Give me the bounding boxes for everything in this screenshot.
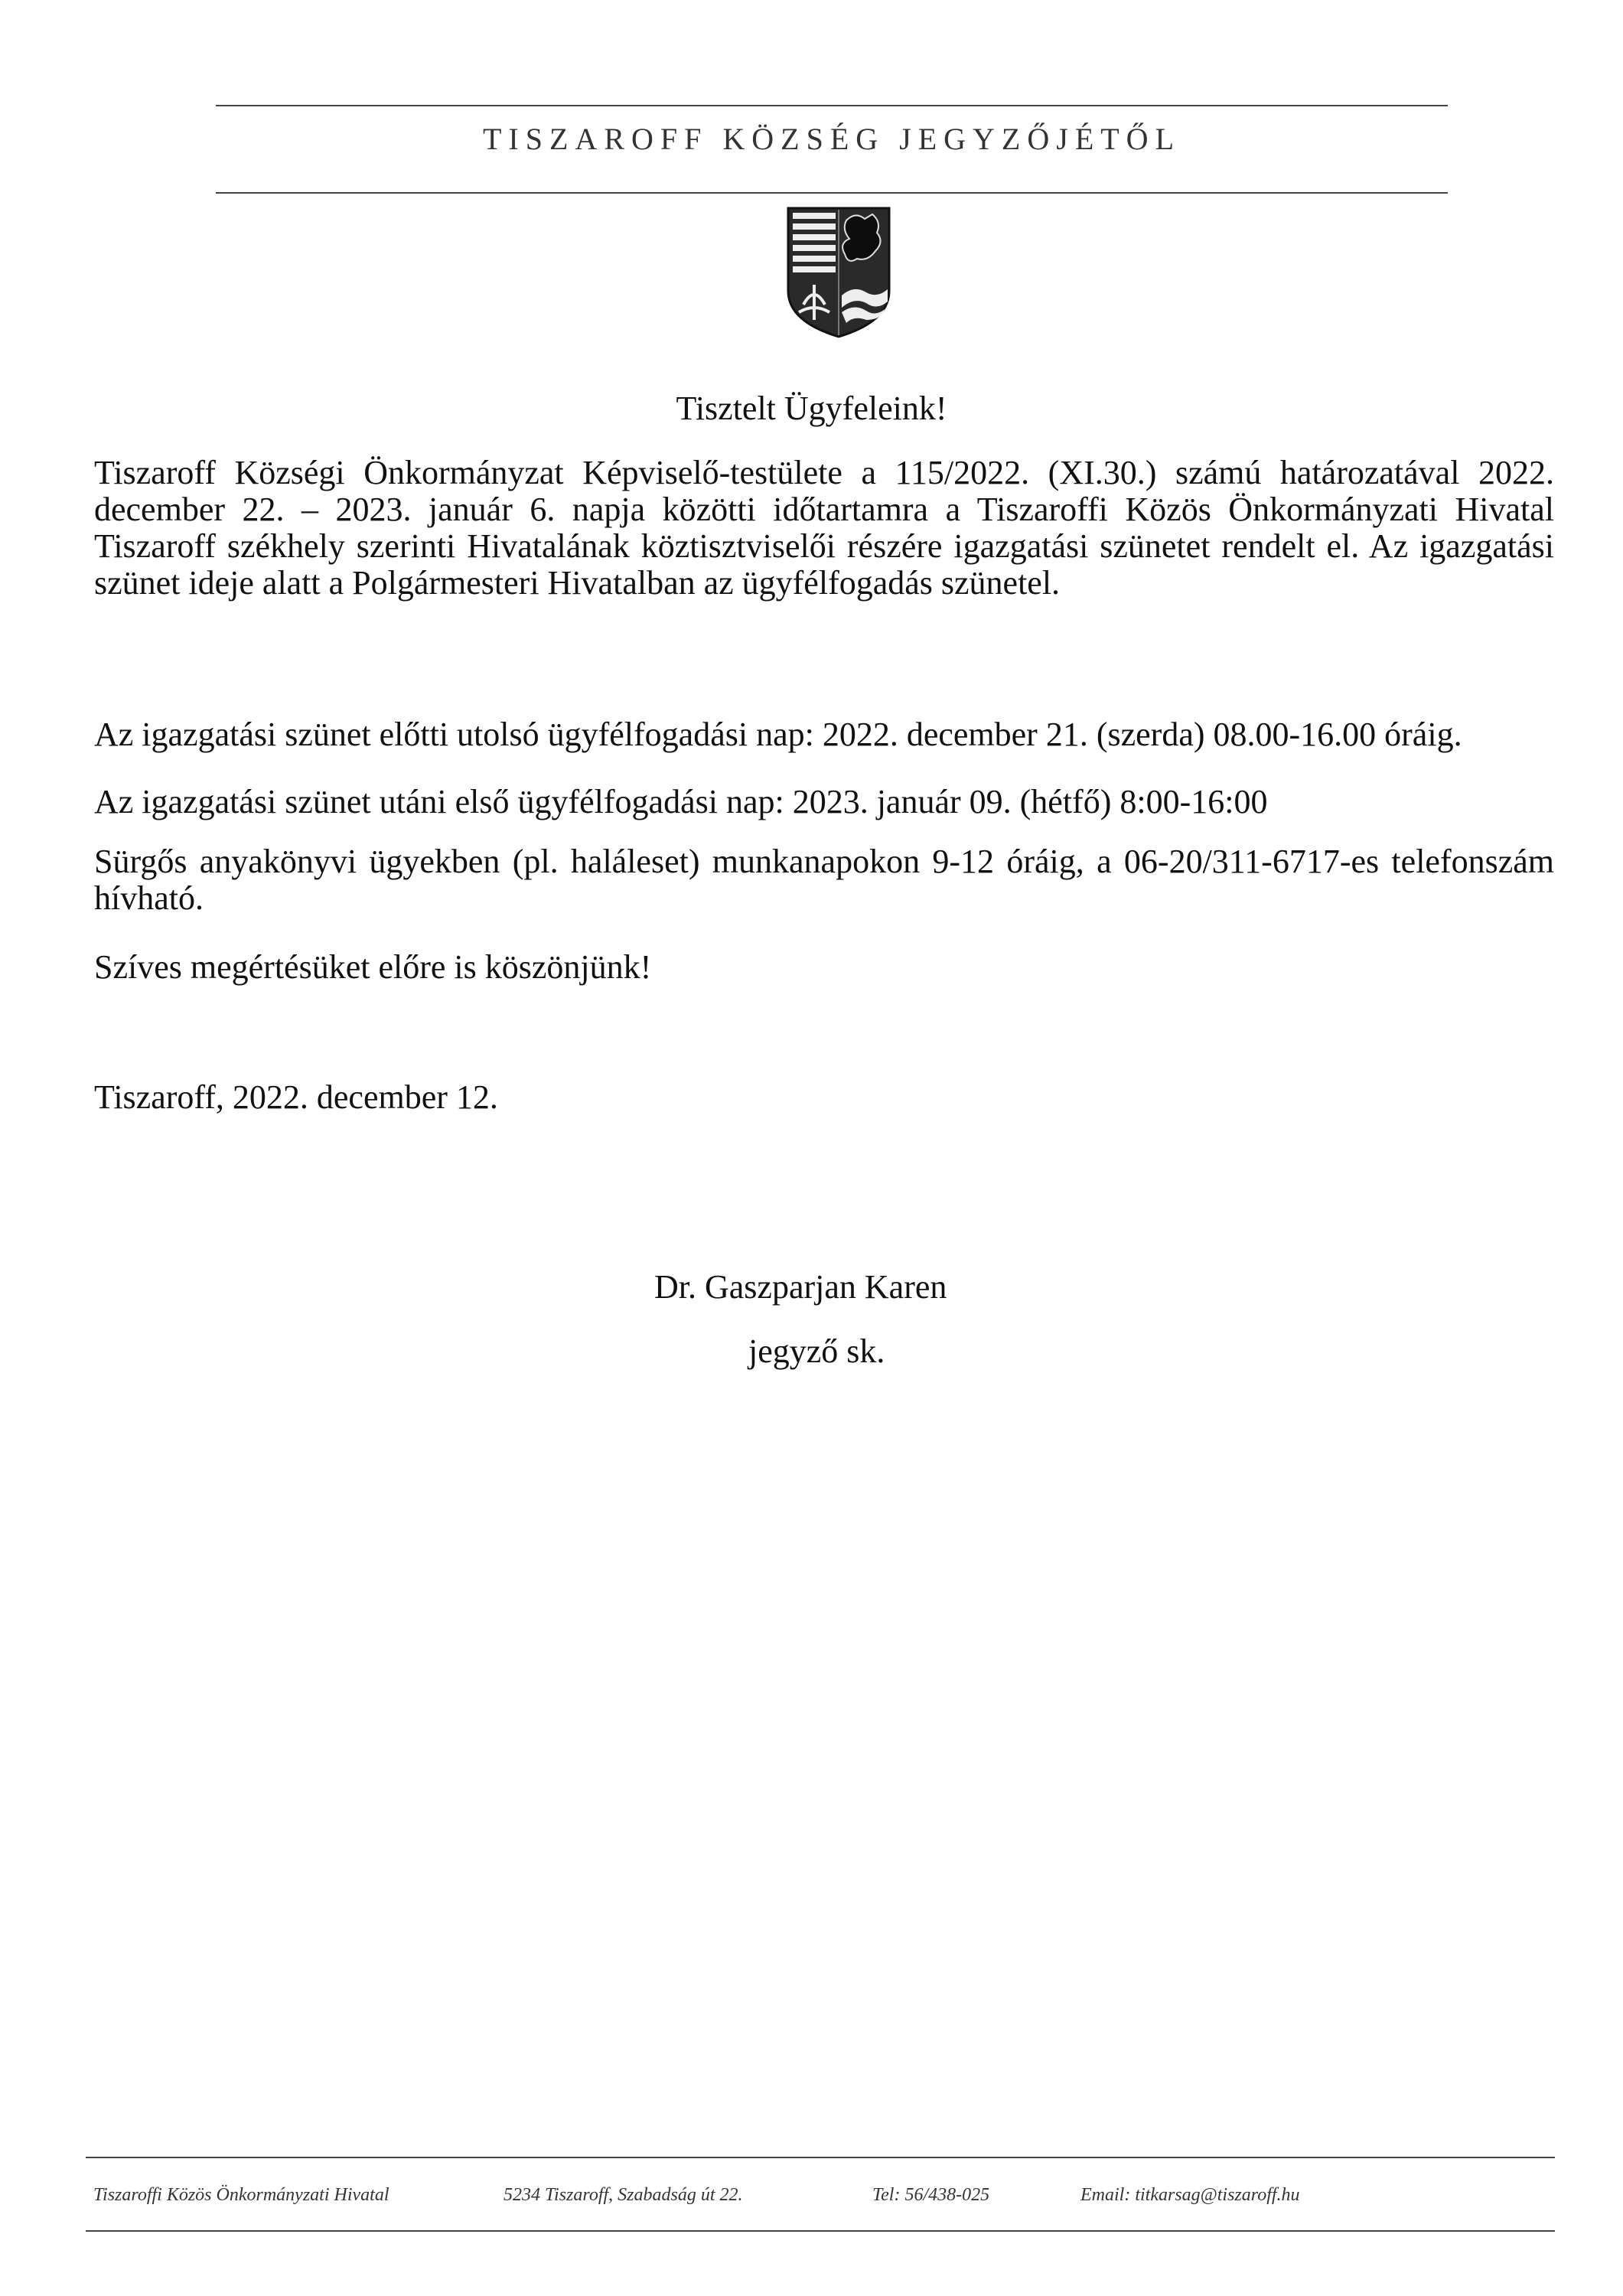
masthead: TISZAROFF KÖZSÉG JEGYZŐJÉTŐL [483,122,1181,156]
signature-name: Dr. Gaszparjan Karen [654,1268,947,1306]
body-paragraph: Sürgős anyakönyvi ügyekben (pl. haláleset) munkanapokon 9-12 óráig, a 06-20/311-6717-es telefonszám hívható. [94,843,1554,917]
coat-of-arms-icon [785,205,892,340]
body-paragraph: Az igazgatási szünet előtti utolsó ügyfélfogadási nap: 2022. december 21. (szerda) 08.00-16.00 óráig. [94,716,1462,753]
dateline: Tiszaroff, 2022. december 12. [94,1078,498,1116]
footer-rule-top [86,2157,1555,2158]
body-paragraph: Szíves megértésüket előre is köszönjünk! [94,948,652,986]
footer-phone: Tel: 56/438-025 [872,2185,990,2205]
footer-office: Tiszaroffi Közös Önkormányzati Hivatal [93,2185,389,2205]
header-rule-top [216,105,1448,106]
footer-rule-bottom [86,2230,1555,2232]
salutation: Tisztelt Ügyfeleink! [676,390,947,427]
header-rule-bottom [216,192,1448,194]
body-paragraph: Tiszaroff Községi Önkormányzat Képviselő-testülete a 115/2022. (XI.30.) számú határozatával 2022. december 22. – 2023. január 6. napja közötti időtartamra a Tiszaroffi Közös Önkormányzati Hivatal Tiszaroff székhely szerinti Hivatalának köztisztviselői részére igazgatási szünetet rendelt el. Az igazgatási szünet ideje alatt a Polgármesteri Hivatalban az ügyfélfogadás szünetel. [94,454,1554,602]
footer-address: 5234 Tiszaroff, Szabadság út 22. [504,2185,743,2205]
footer-email: Email: titkarsag@tiszaroff.hu [1080,2185,1300,2205]
body-paragraph: Az igazgatási szünet utáni első ügyfélfogadási nap: 2023. január 09. (hétfő) 8:00-16:00 [94,783,1268,820]
signature-title: jegyző sk. [748,1332,885,1370]
